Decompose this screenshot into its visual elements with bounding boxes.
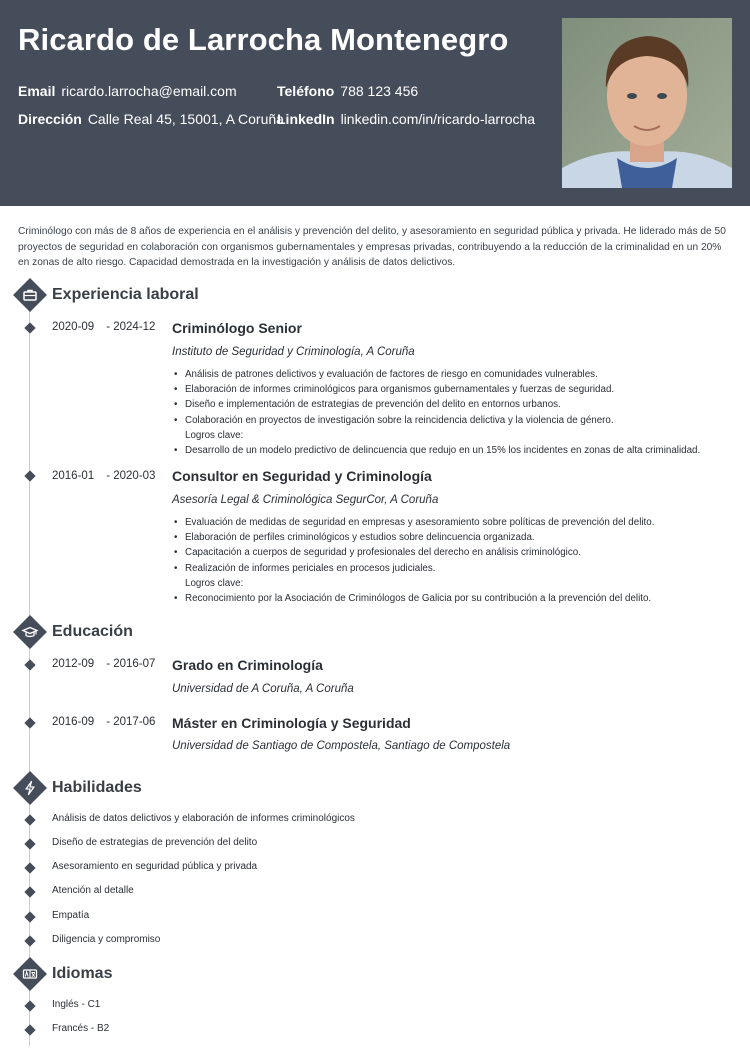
timeline-dot	[24, 717, 35, 728]
contact-phone-value: 788 123 456	[340, 83, 419, 99]
skill-item: Diligencia y compromiso	[52, 934, 161, 945]
resume-header	[0, 0, 750, 206]
edu-1-school: Universidad de A Coruña, A Coruña	[172, 683, 354, 695]
language-item: Inglés - C1	[52, 999, 101, 1010]
skill-item: Análisis de datos delictivos y elaboración de informes criminológicos	[52, 813, 355, 824]
edu-2-dates	[52, 716, 155, 728]
timeline-dot	[24, 935, 35, 946]
edu-1-end: - 2016-07	[106, 658, 156, 670]
edu-1-dates	[52, 658, 155, 670]
candidate-name: Ricardo de Larrocha Montenegro	[18, 22, 509, 57]
edu-2-school: Universidad de Santiago de Compostela, Santiago de Compostela	[172, 740, 511, 752]
job-1-start: 2020-09	[52, 321, 95, 333]
skill-item: Atención al detalle	[52, 885, 134, 896]
section-title-languages: Idiomas	[52, 965, 113, 982]
contact-address-value: Calle Real 45, 15001, A Coruña	[87, 111, 284, 127]
list-item: Logros clave:	[185, 577, 244, 589]
timeline-dot	[24, 838, 35, 849]
contact-address	[18, 111, 284, 127]
edu-2-end: - 2017-06	[106, 716, 156, 728]
job-2-bullets	[172, 515, 732, 606]
language-item: Francés - B2	[52, 1023, 110, 1034]
timeline-dot	[24, 814, 35, 825]
skill-item: Empatía	[52, 910, 90, 921]
skill-item: Diseño de estrategias de prevención del delito	[52, 837, 258, 848]
job-1-end: - 2024-12	[106, 321, 156, 333]
job-2-organization: Asesoría Legal & Criminológica SegurCor, A Coruña	[172, 494, 439, 506]
contact-phone	[277, 83, 418, 99]
skill-item: Asesoramiento en seguridad pública y privada	[52, 861, 258, 872]
contact-email-label: Email	[18, 83, 56, 99]
list-item: • Colaboración en proyectos de investigación sobre la reincidencia delictiva y la violencia de género.	[172, 413, 732, 428]
section-title-education: Educación	[52, 623, 133, 640]
list-item: • Desarrollo de un modelo predictivo de delincuencia que redujo en un 15% los incidentes en zonas de alta criminalidad.	[172, 443, 732, 458]
language-icon	[13, 957, 47, 991]
contact-phone-label: Teléfono	[277, 83, 335, 99]
list-item: • Evaluación de medidas de seguridad en empresas y asesoramiento sobre políticas de prevención del delito.	[172, 515, 732, 530]
job-1-title: Criminólogo Senior	[172, 320, 302, 336]
contact-address-label: Dirección	[18, 111, 82, 127]
edu-2-start: 2016-09	[52, 716, 95, 728]
contact-email	[18, 83, 237, 99]
timeline-dot	[24, 1024, 35, 1035]
graduation-cap-icon	[13, 615, 47, 649]
edu-1-degree: Grado en Criminología	[172, 657, 323, 673]
timeline-dot	[24, 659, 35, 670]
job-1-dates	[52, 321, 155, 333]
job-1-bullets	[172, 367, 732, 458]
list-item: • Reconocimiento por la Asociación de Criminólogos de Galicia por su contribución a la prevención del delito.	[172, 591, 732, 606]
job-2-end: - 2020-03	[106, 470, 156, 482]
list-item: • Análisis de patrones delictivos y evaluación de factores de riesgo en comunidades vulnerables.	[172, 367, 732, 382]
timeline-dot	[24, 862, 35, 873]
profile-photo	[562, 18, 732, 188]
contact-linkedin	[277, 111, 535, 127]
briefcase-icon	[13, 278, 47, 312]
job-2-title: Consultor en Seguridad y Criminología	[172, 468, 432, 484]
contact-email-value: ricardo.larrocha@email.com	[61, 83, 237, 99]
edu-2-degree: Máster en Criminología y Seguridad	[172, 715, 411, 731]
lightning-icon	[13, 771, 47, 805]
job-2-start: 2016-01	[52, 470, 95, 482]
list-item: • Capacitación a cuerpos de seguridad y profesionales del derecho en análisis criminológico.	[172, 545, 732, 560]
profile-photo-image	[562, 18, 732, 188]
list-item: • Diseño e implementación de estrategias de prevención del delito en entornos urbanos.	[172, 397, 732, 412]
job-2-dates	[52, 470, 155, 482]
timeline-dot	[24, 886, 35, 897]
section-title-skills: Habilidades	[52, 779, 142, 796]
timeline-dot	[24, 322, 35, 333]
contact-linkedin-label: LinkedIn	[277, 111, 335, 127]
professional-summary: Criminólogo con más de 8 años de experiencia en el análisis y prevención del delito, y asesoramiento en seguridad pública y privada. He liderado más de 50 proyectos de seguridad en colaboración con organismos gubernamentales y empresas privadas, contribuyendo a la reducción de la criminalidad en un 20% en zonas de alto riesgo. Capacidad demostrada en la investigación y análisis de datos delictivos.	[18, 226, 726, 268]
edu-1-start: 2012-09	[52, 658, 95, 670]
list-item: • Elaboración de perfiles criminológicos y estudios sobre delincuencia organizada.	[172, 530, 732, 545]
timeline-dot	[24, 911, 35, 922]
timeline-dot	[24, 470, 35, 481]
list-item: • Realización de informes periciales en procesos judiciales.	[172, 561, 732, 576]
contact-linkedin-value: linkedin.com/in/ricardo-larrocha	[340, 111, 536, 127]
list-item: • Elaboración de informes criminológicos para organismos gubernamentales y fuerzas de seguridad.	[172, 382, 732, 397]
section-title-experience: Experiencia laboral	[52, 286, 199, 303]
job-1-organization: Instituto de Seguridad y Criminología, A Coruña	[172, 346, 415, 358]
timeline-dot	[24, 1000, 35, 1011]
list-item: Logros clave:	[185, 429, 244, 441]
